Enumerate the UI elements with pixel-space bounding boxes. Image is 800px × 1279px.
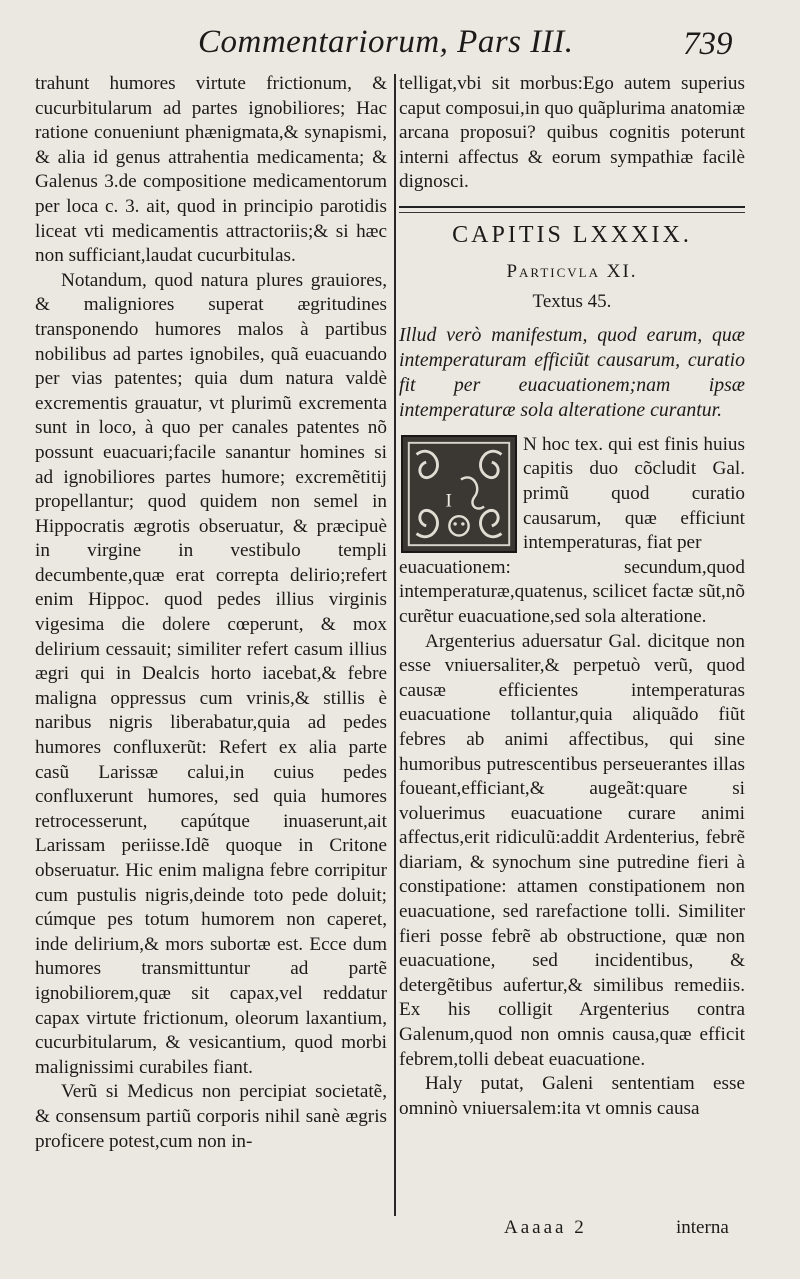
page-number: 739	[683, 26, 733, 62]
page-header	[0, 18, 800, 78]
paragraph: Verũ si Medicus non percipiat societatẽ, & consensum partiũ corporis nihil sanè ægris proficere potest,cum non in-	[35, 1081, 387, 1152]
right-column	[399, 72, 745, 1121]
section-rule	[399, 206, 745, 208]
paragraph: Notandum, quod natura plures grauiores, & maligniores superat ægritudines transponendo humores malos à partibus nobilibus ad partes ignobiles, quã euacuando per vias patentes; quia dum natura valdè excrementis grauatur, vt plurimũ excrementa sunt in loco, à quo per canales patentes nõ possunt euacuari;facile sanantur homines si ad ignobiliores partes humore; excremẽtitij propellantur; quod quidem non semel in Hippocratis ægrotis obseruatur, & præcipuè in virgine in vestibulo templi decumbente,quæ erat correpta delirio;refert enim Hippoc. quod pedes illius virginis vigesima die dolere cœperunt, & mox delirium cessauit; similiter refert casum illius ægri qui in Dealcis horto iacebat,& febre maligna oppressus cum vrinis,& stillis è naribus nigris liberabatur,quia ad pedes humores confluxerũt: Refert ex alia parte casũ Larissæ calui,in cuius pedes confluxerunt humores, sed quia humores retrocesserunt, capútque inuaserunt,ait Larissam periisse.Idẽ quoque in Critone obseruatur. Hic enim maligna febre corripitur cum pustulis nigris,deinde toto pede doluit; cúmque pes totum humorem non caperet, inde delirium,& mors subortæ est. Ecce dum humores transmittuntur ad partẽ ignobiliorem,quæ sit capax,vel reddatur capax virtute frictionum, oleorum laxantium, cucurbitularum, & vesicantium, quod morbi malignissimi curabiles fiant.	[35, 269, 387, 1078]
initial-block	[399, 433, 745, 556]
lemma-paragraph: Illud verò manifestum, quod earum, quæ intemperaturam efficiũt causarum, curatio fit per euacuationem;nam ipsæ intemperaturæ sola alteratione curantur.	[399, 323, 745, 421]
catchword: interna	[676, 1217, 729, 1238]
running-title: Commentariorum, Pars III.	[198, 24, 574, 60]
decorated-initial-icon	[401, 435, 517, 553]
column-divider	[394, 74, 396, 1216]
left-column	[35, 72, 387, 1154]
textus-heading: Textus 45.	[532, 291, 612, 313]
particula-heading: Particvla XI.	[506, 260, 638, 282]
paragraph: trahunt humores virtute frictionum, & cucurbitularum ad partes ignobiliores; Hac ratione conueniunt phænigmata,& synapismi, & alia id genus attrahentia medicamenta; & Galenus 3.de compositione medicamentorum per loca c. 3. ait, quod in principio parotidis liceat vti medicamentis attractoriis;& si hæc non sufficiant,laudat cucurbitulas.	[35, 73, 387, 267]
signature-mark: Aaaaa 2	[504, 1217, 587, 1238]
lemma-text	[399, 323, 745, 423]
paragraph: telligat,vbi sit morbus:Ego autem superius caput composui,in quo quãplurima anatomiæ arcana proposui? quibus cognitis poterunt interni affectus & eorum sympathiæ facilè dignosci.	[399, 73, 745, 193]
initial-letter: I	[445, 490, 452, 512]
paragraph: euacuationem: secundum,quod intemperaturæ,quatenus, scilicet factæ sũt,nõ curẽtur euacuatione,sed sola alteratione.	[399, 556, 745, 627]
paragraph: Haly putat, Galeni sententiam esse omninò vniuersalem:ita vt omnis causa	[399, 1073, 745, 1119]
section-rule	[399, 212, 745, 213]
paragraph: Argenterius aduersatur Gal. dicitque non esse vniuersaliter,& perpetuò verũ, quod causæ efficientes intemperaturas euacuatione tollantur,quia aliquãdo fiũt febres ab animi affectibus, qui sine humoribus putrescentibus perseuerantes illas foueant,efficiant,& augeãt:quare si voluerimus euacuatione curare animi affectus,erit ridiculũ:addit Ardenterius, febrẽ diariam, & synochum sine putredine fieri à constipatione: attamen constipationem non euacuatione, sed rarefactione tolli. Similiter fieri posse febrẽ ab obstructione, quæ non euacuatione, sed incidentibus, & detergẽtibus aufertur,& similibus remediis. Ex his colligit Argenterius contra Galenum,quod non omnis causa,quæ efficit febrem,tolli debeat euacuatione.	[399, 630, 745, 1070]
chapter-heading: CAPITIS LXXXIX.	[452, 221, 692, 248]
initial-paragraph: N hoc tex. qui est finis huius capitis duo cõcludit Gal. primũ quod curatio causarum, quæ efficiunt intemperaturas, fiat per	[523, 433, 745, 554]
